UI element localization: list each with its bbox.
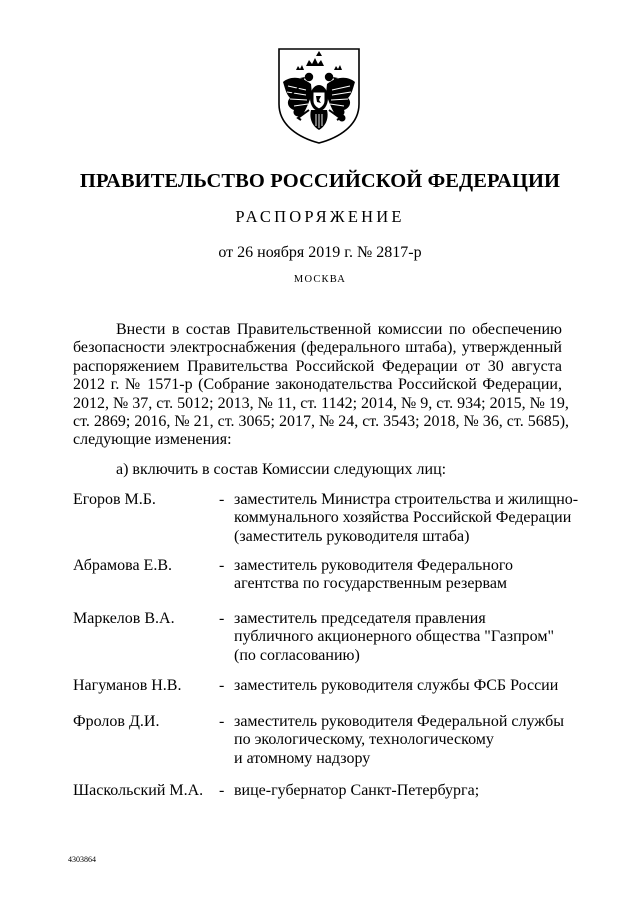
member-dash: - <box>219 677 225 694</box>
position-line: по экологическому, технологическому <box>234 731 494 749</box>
member-name: Нагуманов Н.В. <box>73 677 182 694</box>
position-line: (заместитель руководителя штаба) <box>234 527 470 545</box>
member-name: Егоров М.Б. <box>73 491 156 508</box>
paragraph-line: ст. 2869; 2016, № 21, ст. 3065; 2017, № 24, ст. 3543; 2018, № 36, ст. 5685), <box>73 413 570 431</box>
member-name: Фролов Д.И. <box>73 713 160 730</box>
position-line: коммунального хозяйства Российской Федерации <box>234 509 572 527</box>
member-dash: - <box>219 713 225 730</box>
position-line: заместитель руководителя службы ФСБ России <box>234 677 559 694</box>
member-position <box>234 557 574 594</box>
coat-of-arms-icon <box>276 46 362 146</box>
position-line: публичного акционерного общества "Газпром" <box>234 628 555 646</box>
member-position <box>234 491 579 546</box>
paragraph-line: 2012 г. № 1571-р (Собрание законодательства Российской Федерации, <box>73 376 562 394</box>
position-line: (по согласованию) <box>234 646 360 664</box>
paragraph-line: 2012, № 37, ст. 5012; 2013, № 11, ст. 1142; 2014, № 9, ст. 934; 2015, № 19, <box>73 394 569 412</box>
item-a-heading: а) включить в состав Комиссии следующих лиц: <box>116 461 447 478</box>
member-position <box>234 677 574 695</box>
position-line: вице-губернатор Санкт-Петербурга; <box>234 782 480 799</box>
document-date-number: от 26 ноября 2019 г. № 2817-р <box>218 244 422 261</box>
position-line: агентства по государственным резервам <box>234 575 508 593</box>
document-city: МОСКВА <box>293 274 347 285</box>
member-position <box>234 713 574 768</box>
member-dash: - <box>219 557 225 574</box>
paragraph-line: распоряжением Правительства Российской Федерации от 30 августа <box>73 357 562 375</box>
intro-paragraph <box>73 321 570 450</box>
organization-title: ПРАВИТЕЛЬСТВО РОССИЙСКОЙ ФЕДЕРАЦИИ <box>79 170 561 192</box>
document-type: РАСПОРЯЖЕНИЕ <box>235 207 405 226</box>
member-position <box>234 782 574 800</box>
position-line: заместитель руководителя Федерального <box>234 557 513 574</box>
position-line: и атомному надзору <box>234 749 371 767</box>
document-code: 4303864 <box>68 855 96 864</box>
member-name: Шаскольский М.А. <box>73 782 204 799</box>
paragraph-line: Внести в состав Правительственной комиссии по обеспечению <box>116 321 562 338</box>
member-position <box>234 610 574 665</box>
member-name: Маркелов В.А. <box>73 610 175 627</box>
paragraph-line: безопасности электроснабжения (федерального штаба), утвержденный <box>73 339 562 357</box>
member-dash: - <box>219 491 225 508</box>
paragraph-line: следующие изменения: <box>73 431 232 449</box>
member-dash: - <box>219 610 225 627</box>
member-name: Абрамова Е.В. <box>73 557 172 574</box>
position-line: заместитель председателя правления <box>234 610 486 627</box>
position-line: заместитель руководителя Федеральной службы <box>234 713 564 730</box>
position-line: заместитель Министра строительства и жилищно- <box>234 491 579 508</box>
member-dash: - <box>219 782 225 799</box>
